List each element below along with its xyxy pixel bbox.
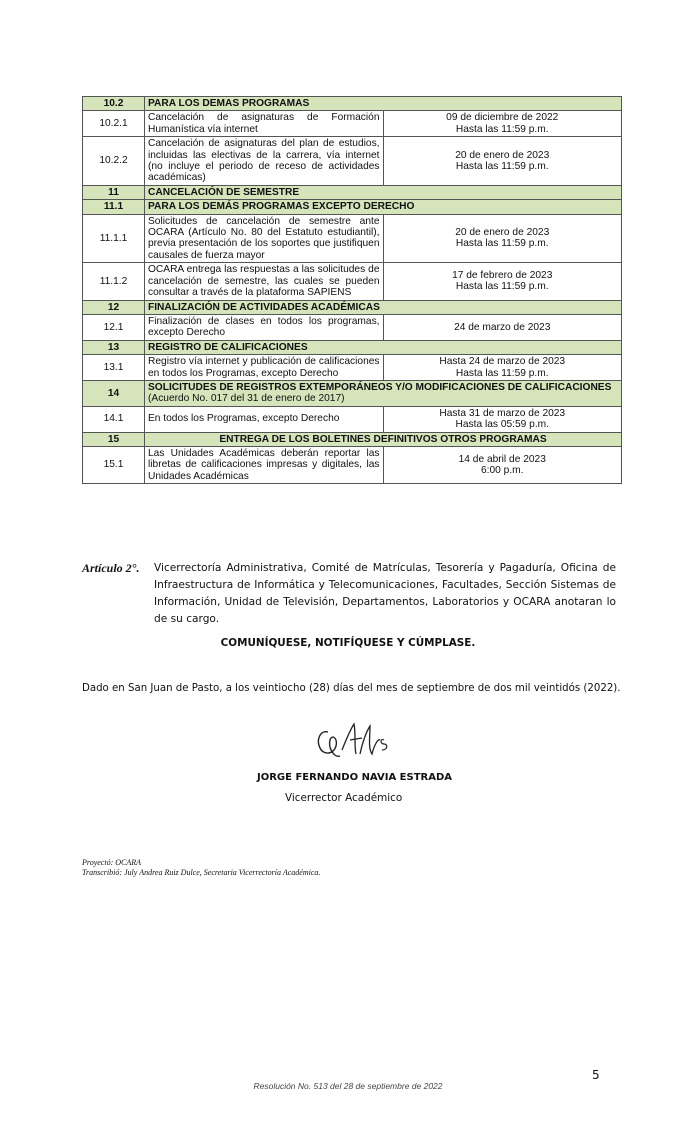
- section-header-row: [83, 300, 622, 314]
- footer-resolution: Resolución No. 513: [253, 1081, 328, 1091]
- activity-date-deadline: Hasta las 11:59 p.m.: [455, 281, 549, 293]
- page-footer: [0, 1081, 696, 1091]
- section-title-text: PARA LOS DEMÁS PROGRAMAS EXCEPTO DERECHO: [148, 201, 415, 213]
- row-number: 13.1: [83, 355, 145, 381]
- row-number: 14: [83, 380, 145, 406]
- credits-line-2: Transcribió: July Andrea Ruiz Dulce, Secretaria Vicerrectoría Académica.: [82, 868, 321, 877]
- activity-date: [383, 214, 622, 263]
- section-header-row: [83, 380, 622, 406]
- section-title: [145, 97, 622, 111]
- row-number: 11.1.2: [83, 263, 145, 300]
- table-row: [83, 137, 622, 186]
- row-number: 15.1: [83, 446, 145, 483]
- closing-formula: COMUNÍQUESE, NOTIFÍQUESE Y CÚMPLASE.: [220, 637, 476, 649]
- row-number: 14.1: [83, 406, 145, 432]
- section-title-text: CANCELACIÓN DE SEMESTRE: [148, 186, 300, 198]
- activity-date: [383, 263, 622, 300]
- activity-date-main: 09 de diciembre de 2022: [446, 112, 559, 124]
- activity-date-main: 20 de enero de 2023: [455, 227, 550, 239]
- activity-description: Cancelación de asignaturas del plan de estudios, incluidas las electivas de la carrera, vía internet (no incluye el periodo de receso de actividades académicas): [145, 137, 384, 186]
- section-title-text: PARA LOS DEMAS PROGRAMAS: [148, 98, 310, 109]
- section-title: [145, 380, 622, 406]
- section-title: [145, 185, 622, 199]
- section-header-row: [83, 200, 622, 214]
- activity-date-main: Hasta 24 de marzo de 2023: [439, 356, 566, 368]
- table-row: [83, 214, 622, 263]
- section-title-text: ENTREGA DE LOS BOLETINES DEFINITIVOS OTROS PROGRAMAS: [219, 433, 547, 445]
- activity-date-main: Hasta 31 de marzo de 2023: [439, 407, 566, 419]
- table-row: [83, 406, 622, 432]
- row-number: 11: [83, 185, 145, 199]
- schedule-table: [82, 96, 622, 484]
- section-title: [145, 340, 622, 354]
- article-2: [82, 560, 616, 628]
- activity-description: OCARA entrega las respuestas a las solicitudes de cancelación de semestre, las cuales se pueden consultar a través de la plataforma SAPIENS: [145, 263, 384, 300]
- section-title-text: REGISTRO DE CALIFICACIONES: [148, 341, 308, 353]
- section-title: [145, 200, 622, 214]
- article-text: Vicerrectoría Administrativa, Comité de Matrículas, Tesorería y Pagaduría, Oficina de Infraestructura de Informática y Telecomunicaciones, Facultades, Sección Sistemas de Información, Unidad de Televisión, Departamentos, Laboratorios y OCARA anotaran lo de su cargo.: [154, 562, 616, 625]
- signature-image: [310, 710, 400, 768]
- row-number: 10.2: [83, 97, 145, 111]
- table-row: [83, 446, 622, 483]
- activity-description: Finalización de clases en todos los programas, excepto Derecho: [145, 314, 384, 340]
- activity-date: [383, 406, 622, 432]
- row-number: 13: [83, 340, 145, 354]
- activity-date-main: 24 de marzo de 2023: [454, 321, 551, 333]
- table-row: [83, 355, 622, 381]
- activity-description: Registro vía internet y publicación de calificaciones en todos los Programas, excepto Derecho: [145, 355, 384, 381]
- section-header-row: [83, 432, 622, 446]
- activity-date-deadline: 6:00 p.m.: [481, 465, 524, 477]
- activity-date-main: 20 de enero de 2023: [455, 149, 550, 161]
- activity-date-deadline: Hasta las 11:59 p.m.: [455, 123, 549, 135]
- row-number: 10.2.2: [83, 137, 145, 186]
- activity-date-deadline: Hasta las 11:59 p.m.: [455, 238, 549, 250]
- section-title: [145, 432, 622, 446]
- credits: [82, 858, 320, 878]
- section-title-text: FINALIZACIÓN DE ACTIVIDADES ACADÉMICAS: [148, 301, 380, 313]
- activity-date: [383, 355, 622, 381]
- article-label: Artículo 2°.: [82, 561, 140, 575]
- activity-date-deadline: Hasta las 11:59 p.m.: [455, 161, 549, 173]
- row-number: 11.1: [83, 200, 145, 214]
- section-header-row: [83, 97, 622, 111]
- row-number: 12.1: [83, 314, 145, 340]
- activity-date: [383, 446, 622, 483]
- section-title-text: SOLICITUDES DE REGISTROS EXTEMPORÁNEOS Y/O MODIFICACIONES DE CALIFICACIONES: [148, 381, 612, 393]
- activity-description: En todos los Programas, excepto Derecho: [145, 406, 384, 432]
- section-header-row: [83, 340, 622, 354]
- row-number: 15: [83, 432, 145, 446]
- signer-role: Vicerrector Académico: [285, 792, 403, 804]
- activity-description: Cancelación de asignaturas de Formación Humanística vía internet: [145, 111, 384, 137]
- table-row: [83, 111, 622, 137]
- section-title: [145, 300, 622, 314]
- activity-date: [383, 111, 622, 137]
- activity-date-deadline: Hasta las 11:59 p.m.: [455, 367, 549, 379]
- section-title-note: (Acuerdo No. 017 del 31 de enero de 2017): [148, 393, 345, 405]
- activity-date: [383, 314, 622, 340]
- signer-name: JORGE FERNANDO NAVIA ESTRADA: [257, 772, 453, 783]
- footer-date: del 28 de septiembre de 2022: [327, 1081, 443, 1091]
- table-row: [83, 263, 622, 300]
- activity-date-main: 14 de abril de 2023: [458, 453, 546, 465]
- activity-description: Solicitudes de cancelación de semestre ante OCARA (Artículo No. 80 del Estatuto estudiantil), previa presentación de los soportes que justifiquen causales de fuerza mayor: [145, 214, 384, 263]
- page-number: 5: [592, 1068, 600, 1082]
- activity-description: Las Unidades Académicas deberán reportar las libretas de calificaciones impresas y digitales, las Unidades Académicas: [145, 446, 384, 483]
- row-number: 12: [83, 300, 145, 314]
- activity-date: [383, 137, 622, 186]
- row-number: 10.2.1: [83, 111, 145, 137]
- activity-date-main: 17 de febrero de 2023: [452, 269, 553, 281]
- activity-date-deadline: Hasta las 05:59 p.m.: [455, 419, 549, 431]
- credits-line-1: Proyectó: OCARA: [82, 858, 142, 867]
- table-row: [83, 314, 622, 340]
- row-number: 11.1.1: [83, 214, 145, 263]
- section-header-row: [83, 185, 622, 199]
- issue-place-date: Dado en San Juan de Pasto, a los veintiocho (28) días del mes de septiembre de dos mil veintidós (2022).: [82, 683, 621, 694]
